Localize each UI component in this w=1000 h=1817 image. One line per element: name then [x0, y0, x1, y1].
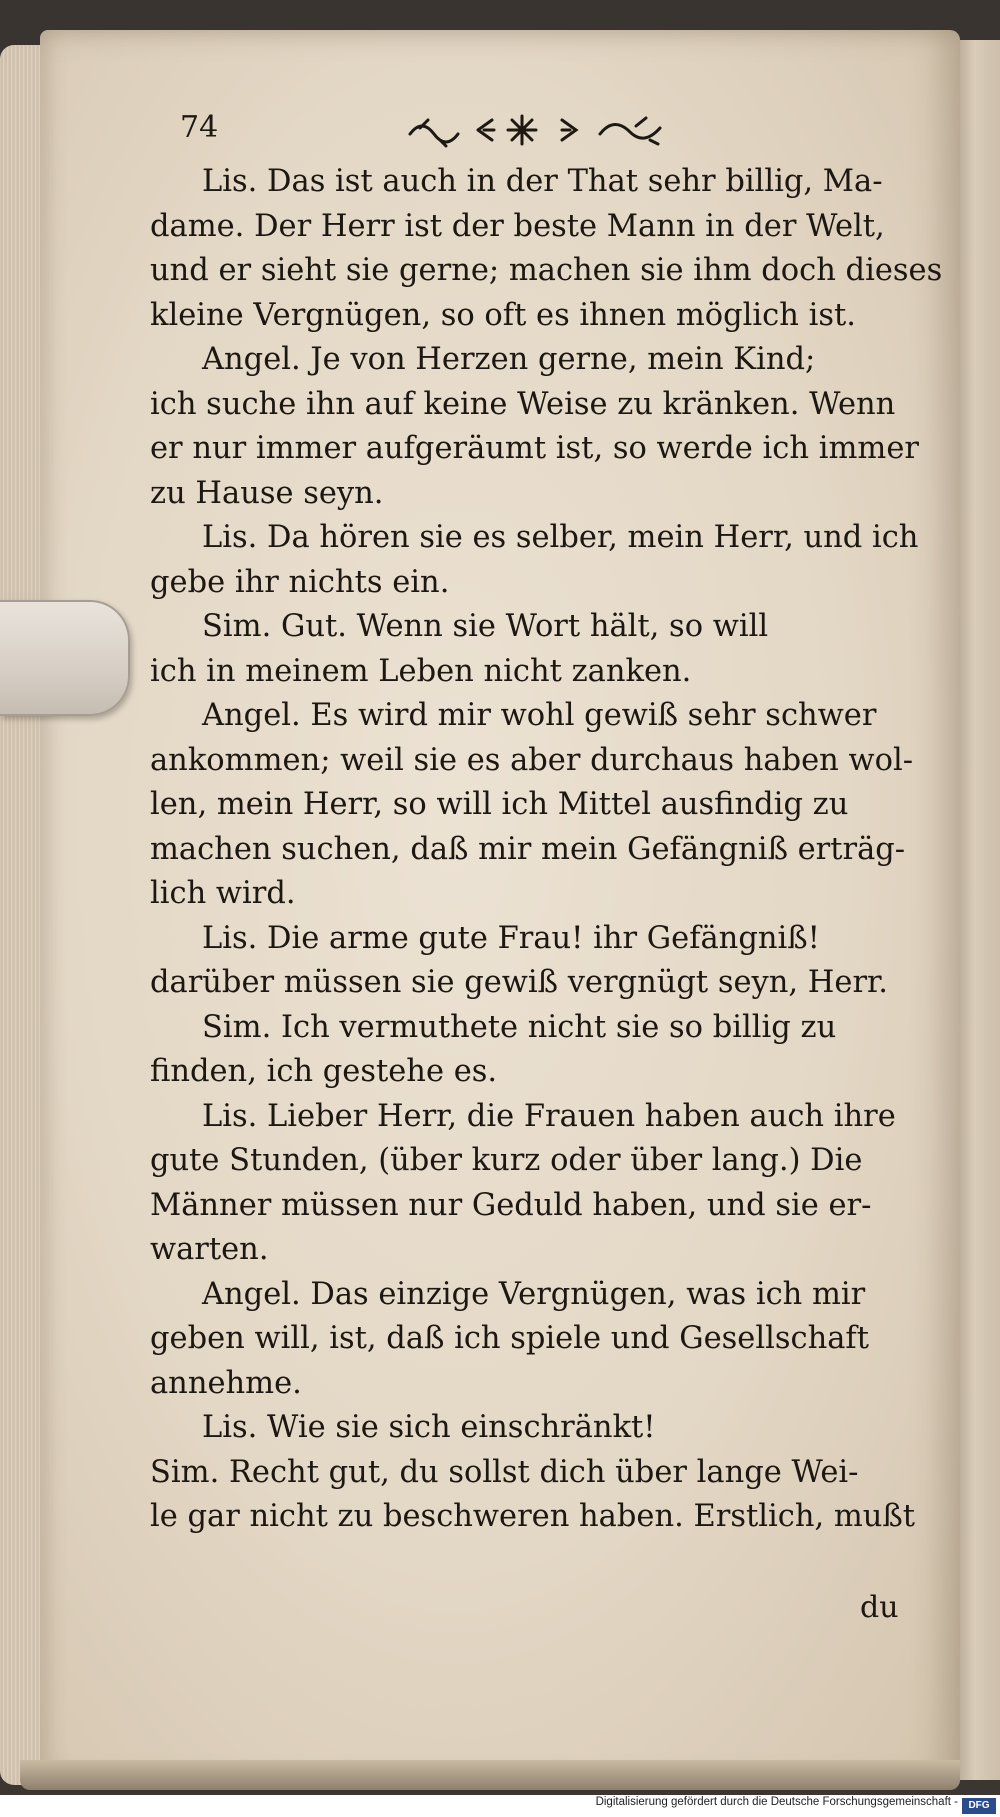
text-line: Sim. Gut. Wenn sie Wort hält, so will	[202, 609, 769, 644]
text-line: finden, ich gestehe es.	[150, 1054, 498, 1089]
text-line: Lis. Lieber Herr, die Frauen haben auch ihre	[202, 1098, 896, 1134]
text-line: gebe ihr nichts ein.	[150, 564, 450, 600]
ornament-divider-icon	[400, 108, 720, 152]
text-line: Sim. Ich vermuthete nicht sie so billig zu	[202, 1009, 837, 1045]
funding-credit: Digitalisierung gefördert durch die Deutsche Forschungsgemeinschaft -	[595, 1796, 958, 1808]
text-line: machen suchen, daß mir mein Gefängniß erträg-	[150, 831, 906, 867]
text-line: Lis. Da hören sie es selber, mein Herr, und ich	[202, 520, 919, 555]
text-line: annehme.	[150, 1365, 302, 1401]
text-line: zu Hause seyn.	[150, 475, 384, 511]
text-line: warten.	[150, 1232, 269, 1267]
text-line: lich wird.	[150, 876, 296, 911]
bookmark-tab	[0, 600, 130, 716]
text-line: Männer müssen nur Geduld haben, und sie er-	[150, 1187, 872, 1223]
catchword: du	[860, 1590, 899, 1625]
text-line: Angel. Je von Herzen gerne, mein Kind;	[202, 342, 816, 377]
text-line: ich in meinem Leben nicht zanken.	[150, 653, 692, 689]
facing-page-edge	[955, 40, 1000, 1780]
text-line: ich suche ihn auf keine Weise zu kränken. Wenn	[150, 386, 896, 422]
dfg-logo: DFG	[962, 1798, 996, 1814]
text-line: geben will, ist, daß ich spiele und Gesellschaft	[150, 1321, 869, 1356]
text-line: er nur immer aufgeräumt ist, so werde ich immer	[150, 431, 919, 466]
text-line: und er sieht sie gerne; machen sie ihm doch dieses	[150, 253, 943, 288]
page-bottom-edge	[20, 1760, 960, 1790]
text-line: len, mein Herr, so will ich Mittel ausfindig zu	[150, 787, 849, 822]
text-line: Lis. Wie sie sich einschränkt!	[202, 1410, 656, 1445]
text-line: darüber müssen sie gewiß vergnügt seyn, Herr.	[150, 965, 888, 1000]
text-line: Angel. Es wird mir wohl gewiß sehr schwer	[202, 698, 877, 733]
text-line: kleine Vergnügen, so oft es ihnen möglich ist.	[150, 297, 856, 333]
text-line: Lis. Das ist auch in der That sehr billig, Ma-	[202, 164, 883, 199]
text-line: Sim. Recht gut, du sollst dich über lange Wei-	[150, 1454, 859, 1490]
text-line: Lis. Die arme gute Frau! ihr Gefängniß!	[202, 920, 820, 956]
text-line: ankommen; weil sie es aber durchaus haben wol-	[150, 742, 914, 778]
text-line: dame. Der Herr ist der beste Mann in der Welt,	[150, 208, 885, 244]
text-line: le gar nicht zu beschweren haben. Erstlich, mußt	[150, 1499, 916, 1534]
text-line: Angel. Das einzige Vergnügen, was ich mir	[202, 1276, 866, 1312]
page-number: 74	[180, 110, 219, 145]
body-text	[150, 160, 943, 1540]
text-line: gute Stunden, (über kurz oder über lang.) Die	[150, 1143, 863, 1178]
